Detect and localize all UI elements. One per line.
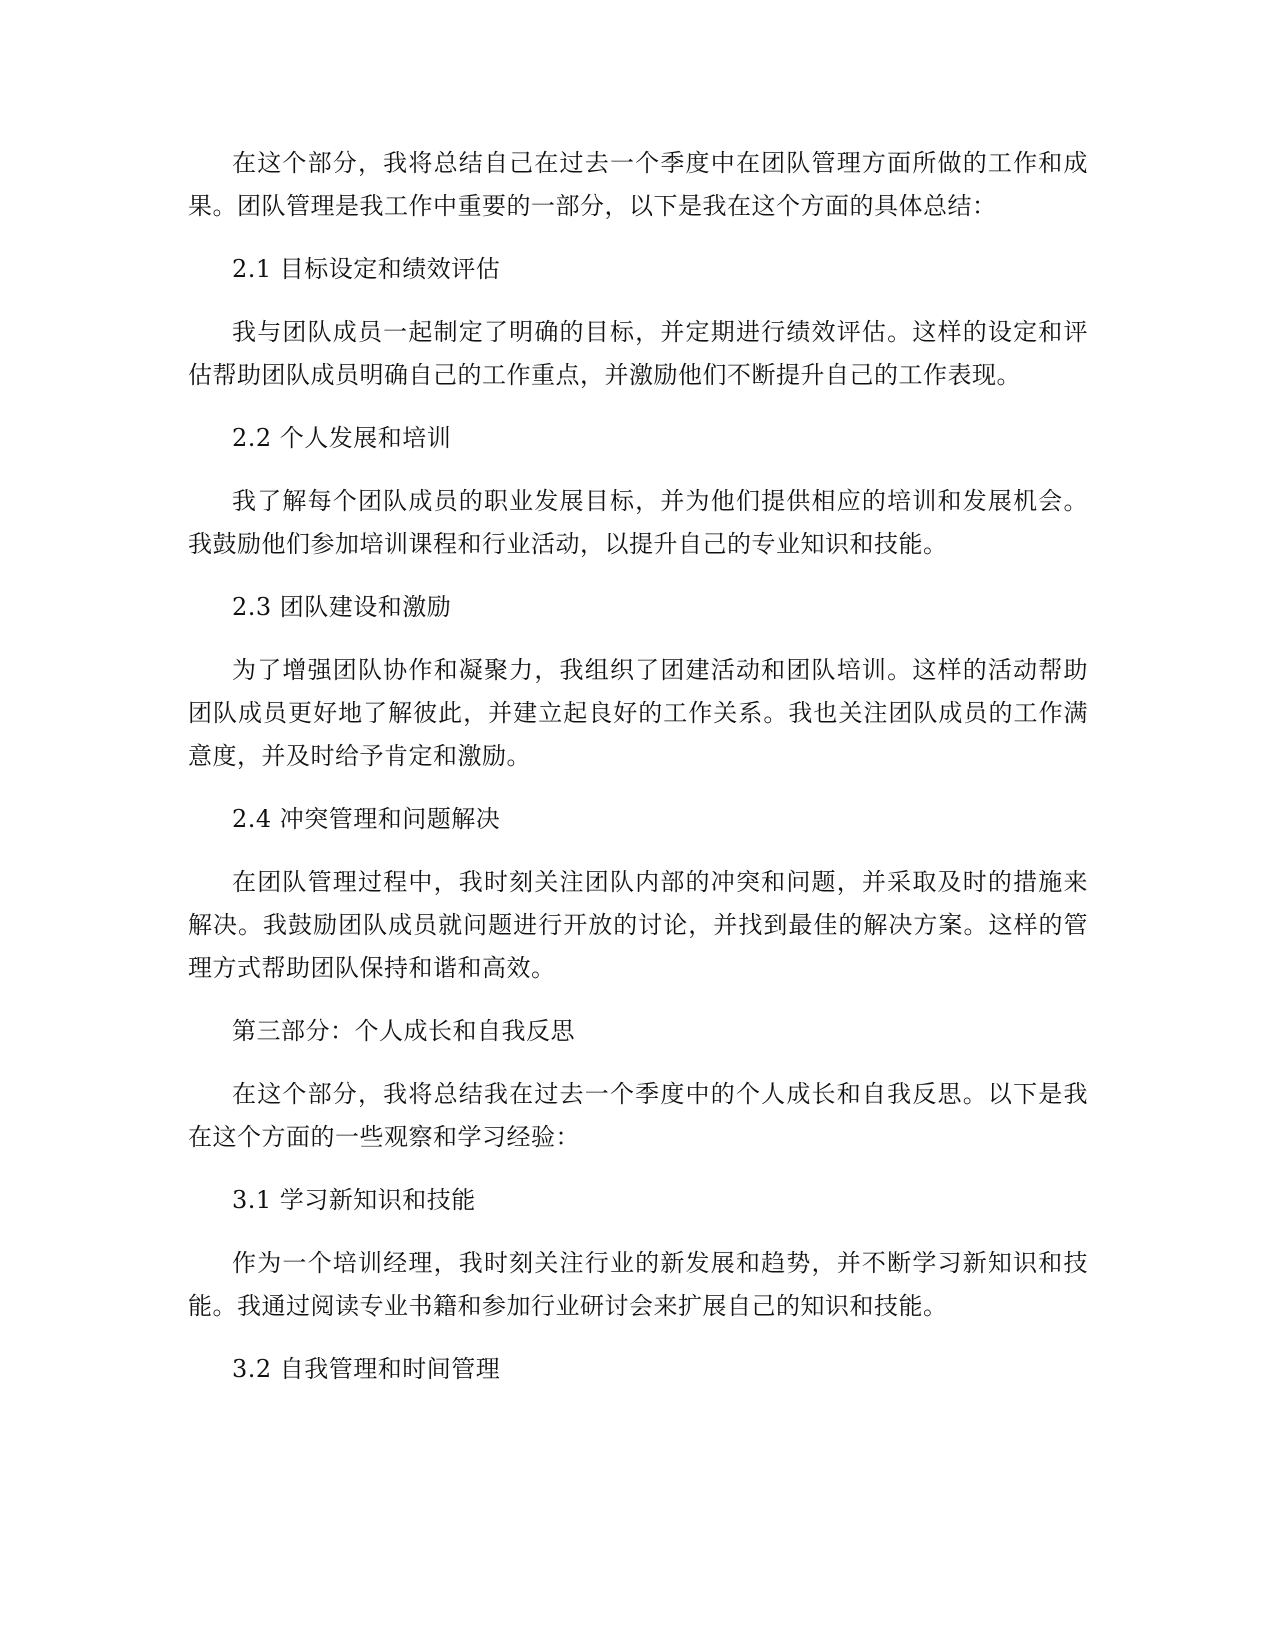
heading-3-1: 3.1 学习新知识和技能: [232, 1186, 476, 1214]
heading-part-three: 第三部分：个人成长和自我反思: [232, 1017, 575, 1045]
paragraph-team-management-intro: 在这个部分，我将总结自己在过去一个季度中在团队管理方面所做的工作和成果。团队管理是我工作中重要的一部分，以下是我在这个方面的具体总结：: [188, 149, 1088, 220]
paragraph-2-4: 在团队管理过程中，我时刻关注团队内部的冲突和问题，并采取及时的措施来解决。我鼓励团队成员就问题进行开放的讨论，并找到最佳的解决方案。这样的管理方式帮助团队保持和谐和高效。: [188, 868, 1088, 982]
paragraph-3-1: 作为一个培训经理，我时刻关注行业的新发展和趋势，并不断学习新知识和技能。我通过阅读专业书籍和参加行业研讨会来扩展自己的知识和技能。: [188, 1249, 1088, 1320]
heading-3-2: 3.2 自我管理和时间管理: [232, 1355, 501, 1383]
paragraph-2-2: 我了解每个团队成员的职业发展目标，并为他们提供相应的培训和发展机会。我鼓励他们参加培训课程和行业活动，以提升自己的专业知识和技能。: [188, 487, 1088, 558]
paragraph-part-three-intro: 在这个部分，我将总结我在过去一个季度中的个人成长和自我反思。以下是我在这个方面的一些观察和学习经验：: [188, 1080, 1088, 1151]
heading-2-3: 2.3 团队建设和激励: [232, 593, 452, 621]
heading-2-4: 2.4 冲突管理和问题解决: [232, 805, 501, 833]
heading-2-1: 2.1 目标设定和绩效评估: [232, 255, 501, 283]
paragraph-2-3: 为了增强团队协作和凝聚力，我组织了团建活动和团队培训。这样的活动帮助团队成员更好地了解彼此，并建立起良好的工作关系。我也关注团队成员的工作满意度，并及时给予肯定和激励。: [188, 656, 1088, 770]
heading-2-2: 2.2 个人发展和培训: [232, 424, 452, 452]
document-body: [188, 142, 1088, 1411]
paragraph-2-1: 我与团队成员一起制定了明确的目标，并定期进行绩效评估。这样的设定和评估帮助团队成员明确自己的工作重点，并激励他们不断提升自己的工作表现。: [188, 318, 1088, 389]
